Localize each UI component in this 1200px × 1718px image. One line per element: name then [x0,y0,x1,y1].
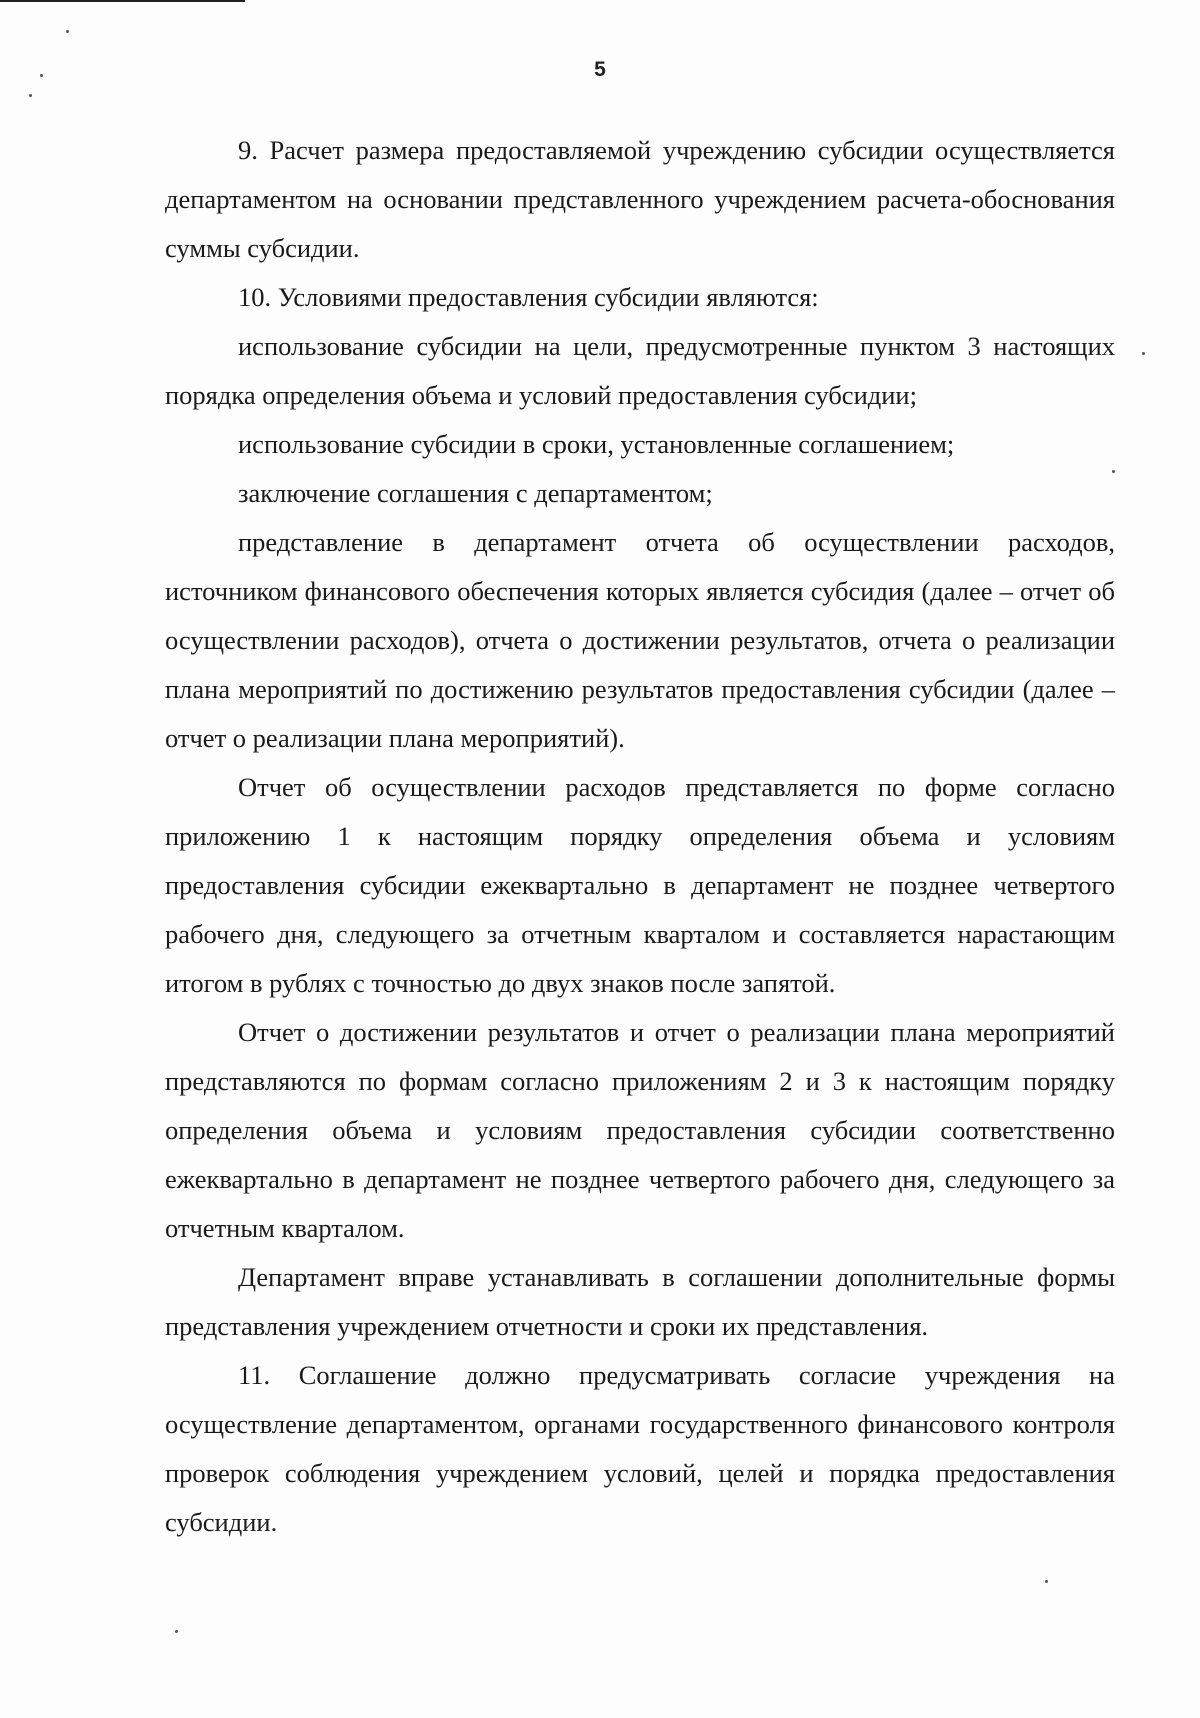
paragraph-condition-agreement: заключение соглашения с департаментом; [238,478,713,508]
paragraph-expense-report: Отчет об осуществлении расходов представляется по форме согласно приложению 1 к настоящим порядку определения объема и условиям предоставления субсидии ежеквартально в департамент не позднее четвертого рабочего дня, следующего за отчетным кварталом и составляется нарастающим итогом в рублях с точностью до двух знаков после запятой. [165,772,1115,998]
scan-speck [1045,1580,1048,1583]
paragraph-condition-purpose: использование субсидии на цели, предусмотренные пунктом 3 настоящих порядка определения объема и условий предоставления субсидии; [165,331,1115,410]
scan-speck [1142,352,1145,355]
document-body [165,126,1115,1547]
paragraph-results-report: Отчет о достижении результатов и отчет о реализации плана мероприятий представляются по формам согласно приложениям 2 и 3 к настоящим порядку определения объема и условиям предоставления субсидии соответственно ежеквартально в департамент не позднее четвертого рабочего дня, следующего за отчетным кварталом. [165,1017,1115,1243]
scan-speck [29,94,32,97]
scan-speck [175,1630,178,1633]
paragraph-condition-reports: представление в департамент отчета об осуществлении расходов, источником финансового обеспечения которых является субсидия (далее – отчет об осуществлении расходов), отчета о достижении результатов, отчета о реализации плана мероприятий по достижению результатов предоставления субсидии (далее – отчет о реализации плана мероприятий). [165,527,1115,753]
paragraph-item-11: 11. Соглашение должно предусматривать согласие учреждения на осуществление департаментом, органами государственного финансового контроля проверок соблюдения учреждением условий, целей и порядка предоставления субсидии. [165,1360,1115,1537]
top-edge-rule [0,0,245,2]
paragraph-condition-terms: использование субсидии в сроки, установленные соглашением; [238,429,955,459]
scan-speck [1112,470,1115,473]
scan-speck [40,74,43,77]
paragraph-item-10-intro: 10. Условиями предоставления субсидии являются: [238,282,819,312]
page-number: 5 [594,58,606,81]
scan-speck [66,30,69,33]
paragraph-additional-forms: Департамент вправе устанавливать в соглашении дополнительные формы представления учреждением отчетности и сроки их представления. [165,1262,1115,1341]
paragraph-item-9: 9. Расчет размера предоставляемой учреждению субсидии осуществляется департаментом на основании представленного учреждением расчета-обоснования суммы субсидии. [165,135,1115,263]
